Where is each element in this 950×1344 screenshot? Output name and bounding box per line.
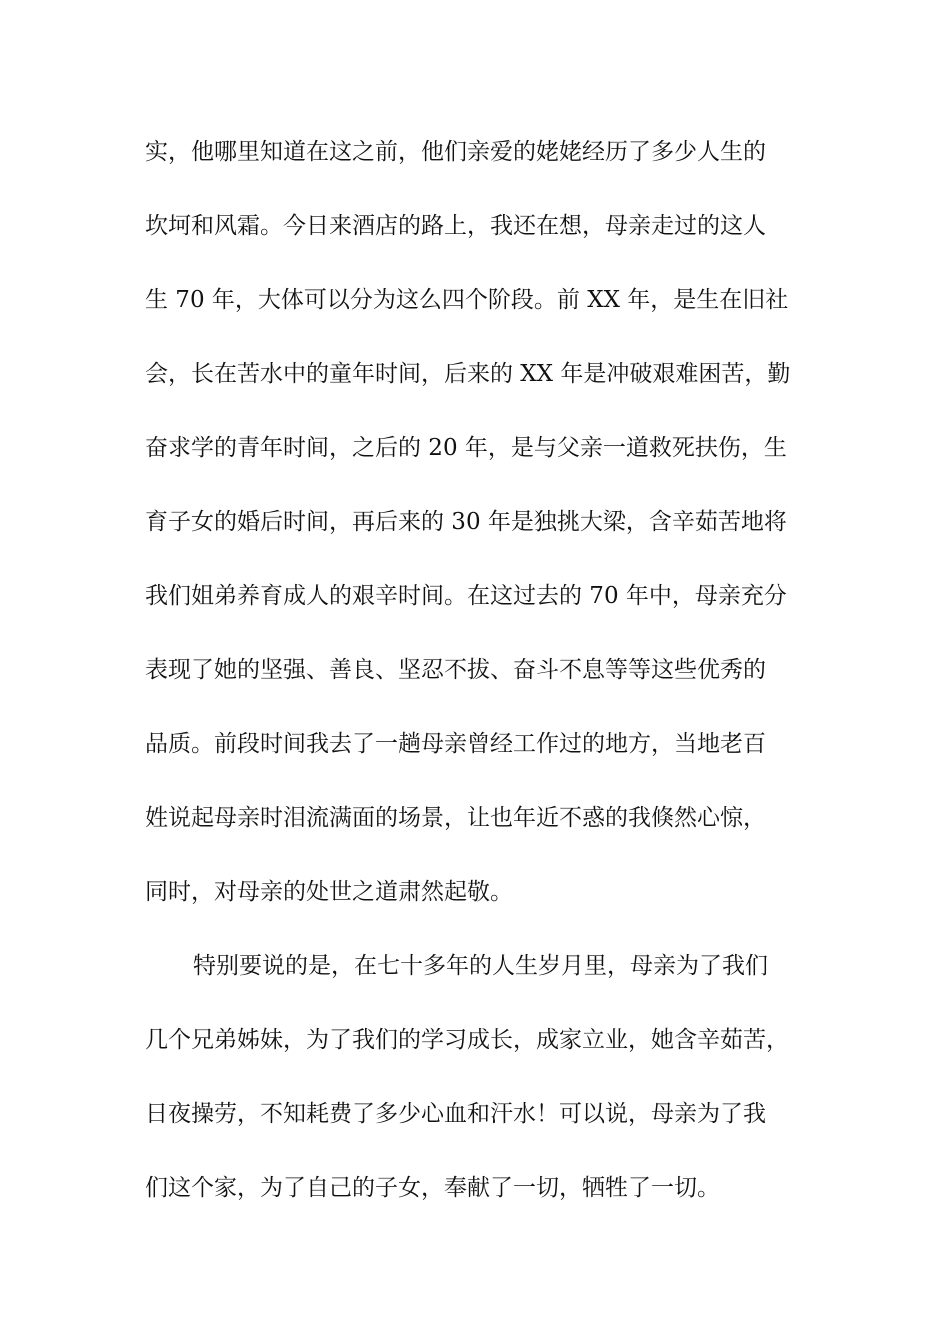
text-line: 日夜操劳，不知耗费了多少心血和汗水！可以说，母亲为了我	[145, 1101, 766, 1127]
text-line: 们这个家，为了自己的子女，奉献了一切，牺牲了一切。	[145, 1175, 720, 1201]
text-line: 同时，对母亲的处世之道肃然起敬。	[145, 879, 513, 905]
text-line: 品质。前段时间我去了一趟母亲曾经工作过的地方，当地老百	[145, 731, 766, 757]
text-line: 育子女的婚后时间，再后来的 30 年是独挑大梁，含辛茹苦地将	[145, 509, 787, 535]
text-line: 几个兄弟姊妹，为了我们的学习成长，成家立业，她含辛茹苦，	[145, 1027, 789, 1053]
text-line: 奋求学的青年时间，之后的 20 年，是与父亲一道救死扶伤，生	[145, 435, 787, 461]
text-line: 坎坷和风霜。今日来酒店的路上，我还在想，母亲走过的这人	[145, 213, 766, 239]
text-line: 生 70 年，大体可以分为这么四个阶段。前 XX 年，是生在旧社	[145, 287, 789, 313]
text-line: 表现了她的坚强、善良、坚忍不拔、奋斗不息等等这些优秀的	[145, 657, 766, 683]
text-line: 会，长在苦水中的童年时间，后来的 XX 年是冲破艰难困苦，勤	[145, 361, 791, 387]
text-line: 姓说起母亲时泪流满面的场景，让也年近不惑的我倏然心惊，	[145, 805, 766, 831]
text-line: 我们姐弟养育成人的艰辛时间。在这过去的 70 年中，母亲充分	[145, 583, 787, 609]
paragraph-start-line: 特别要说的是，在七十多年的人生岁月里，母亲为了我们	[193, 953, 768, 979]
text-line: 实，他哪里知道在这之前，他们亲爱的姥姥经历了多少人生的	[145, 139, 766, 165]
body-text	[145, 128, 815, 1238]
